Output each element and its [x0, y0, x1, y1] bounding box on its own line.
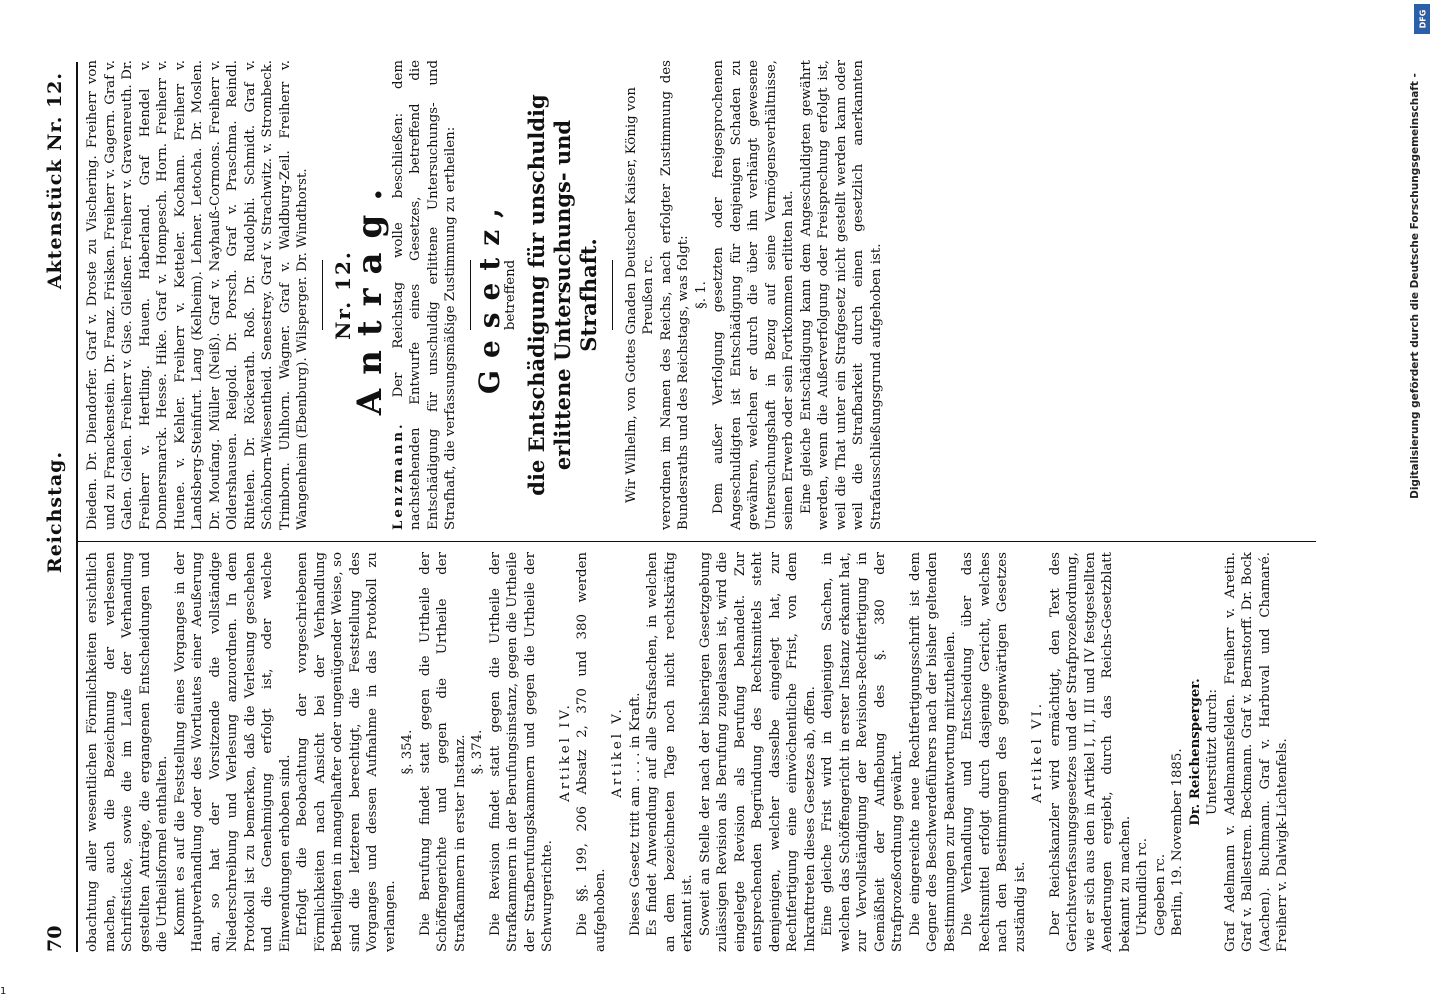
enacting-formula: Wir Wilhelm, von Gottes Gnaden Deutscher Kaiser, König von Preußen rc. [623, 87, 656, 503]
header-rule [76, 62, 78, 952]
section-heading: §. 1. [693, 281, 709, 309]
article-heading: Artikel IV. [557, 702, 573, 802]
supported-label: Unterstützt durch: [1205, 689, 1220, 815]
antrag-title: Antrag. [350, 174, 390, 416]
dfg-logo [1414, 4, 1430, 34]
document-page [26, 0, 1406, 1000]
gesetz-title: Gesetz, [472, 196, 506, 394]
document-number: Nr. 12. [330, 250, 355, 340]
enacting-clause: verordnen im Namen des Reichs, nach erfolgter Zustimmung des Bundesraths und des Reichstags, was folgt: [658, 60, 691, 530]
column-divider [76, 541, 1316, 542]
paragraph: Erfolgt die Beobachtung der vorgeschriebenen Förmlichkeiten nach Ansicht bei der Verhandlung Betheiligten in mangelhafter oder ungenügender Weise, so sind die letzteren berechtigt, die Feststellung des Vorganges und dessen Aufnahme in das Protokoll zu verlangen. [295, 552, 398, 952]
digitization-watermark [1402, 0, 1428, 1000]
dfg-logo-text: DFG [1418, 9, 1428, 29]
gegeben: Gegeben rc. [1152, 853, 1168, 936]
urkundlich: Urkundlich rc. [1135, 837, 1150, 936]
header-document-number: Aktenstück Nr. 12. [44, 72, 66, 290]
edge-mark: 1 [0, 986, 7, 997]
paragraph: Die Revision findet statt gegen die Urtheile der Strafkammern in der Berufungsinstanz, gegen die Urtheile der Strafberufungskammern und gegen die Urtheile der Schwurgerichte. [487, 552, 555, 952]
page-header [44, 72, 74, 952]
gesetz-subject: die Entschädigung für unschuldig erlittene Untersuchungs- und Strafhaft. [523, 94, 601, 496]
paragraph: obachtung aller wesentlichen Förmlichkeiten ersichtlich machen, auch die Bezeichnung der verlesenen Schriftstücke, sowie die im Laufe der Verhandlung gestellten Anträge, die ergangenen Entscheidungen und die Urtheilsformel enthalten. [85, 552, 170, 952]
watermark-text: Digitalisierung gefördert durch die Deutsche Forschungsgemeinschaft - [1409, 73, 1421, 499]
signatory: Dr. Reichensperger. [1187, 678, 1203, 826]
page-number: 70 [44, 925, 66, 952]
supporters-list: Dieden. Dr. Diendorfer. Graf v. Droste zu Vischering. Freiherr von und zu Franckenstein. Dr. Franz. Frisken. Freiherr v. Gagern. Graf v. Galen. Gielen. Freiherr v. Gise. Gleißner. Freiherr v. Gravenreuth. Dr. Freiherr v. Hertling. Hauen. Haberland. Graf Hendel v. Donnersmarck. Hesse. Hike. Graf v. Hompesch. Horn. Freiherr v. Huene. v. Kehler. Freiherr v. Ketteler. Kochann. Freiherr v. Landsberg-Steinfurt. Lang (Kelheim). Lehner. Letocha. Dr. Moslen. Dr. Moufang. Müller (Neiß). Graf v. Nayhauß-Cormons. Freiherr v. Oldershausen. Reigold. Dr. Porsch. Graf v. Praschma. Reindl. Rintelen. Dr. Röckerath. Roß. Dr. Rudolphi. Schmidt. Graf v. Schönborn-Wiesentheid. Senestrey. Graf v. Strachwitz. v. Strombeck. Trimborn. Uhlhorn. Wagner. Graf v. Waldburg-Zeil. Freiherr v. Wangenheim (Ebenburg). Wilsperger. Dr. Windthorst. [85, 60, 310, 530]
section-heading: §. 354. [400, 729, 415, 775]
separator-rule [612, 260, 613, 330]
date-line: Berlin, 19. November 1885. [1170, 748, 1185, 936]
paragraph: Soweit an Stelle der nach der bisherigen Gesetzgebung zulässigen Revision als Berufung zugelassen ist, wird die eingelegte Revision als Berufung behandelt. Zur entsprechenden Begründung des Rechtsmittels steht demjenigen, welcher dasselbe eingelegt hat, zur Rechtfertigung eine einwöchentliche Frist, von dem Inkrafttreten dieses Gesetzes ab, offen. [697, 552, 818, 952]
paragraph: Eine gleiche Frist wird in denjenigen Sachen, in welchen das Schöffengericht in erster Instanz erkannt hat, zur Vervollständigung der Revisions-Rechtfertigung in Gemäßheit der Aufhebung des §. 380 der Strafprozeßordnung gewährt. [820, 552, 905, 952]
paragraph: Die Verhandlung und Entscheidung über das Rechtsmittel erfolgt durch dasjenige Gericht, welches nach den Bestimmungen des gegenwärtigen Gesetzes zuständig ist. [960, 552, 1028, 952]
antrag-text: Der Reichstag wolle beschließen: dem nachstehenden Entwurfe eines Gesetzes, betreffend die Entschädigung für unschuldig erlittene Untersuchungs- und Strafhaft, die verfassungsmäßige Zustimmung zu ertheilen: [390, 60, 458, 530]
paragraph: Es findet Anwendung auf alle Strafsachen, in welchen an dem bezeichneten Tage noch nicht rechtskräftig erkannt ist. [645, 552, 695, 952]
betreffend-label: betreffend [503, 259, 518, 331]
section-heading: §. 374. [470, 729, 485, 775]
separator-rule [322, 260, 323, 330]
paragraph: Die Berufung findet statt gegen die Urtheile der Schöffengerichte und gegen die Urtheile der Strafkammern in erster Instanz. [417, 552, 468, 952]
paragraph: Dem außer Verfolgung gesetzten oder freigesprochenen Angeschuldigten ist Entschädigung für denjenigen Schaden zu gewähren, welchen er durch die über ihn verhängt gewesene Untersuchungshaft in Bezug auf seine Vermögensverhältnisse, seinen Erwerb oder sein Fortkommen erlitten hat. [711, 60, 796, 530]
supporters-list: Graf Adelmann v. Adelmannsfelden. Freiherr v. Aretin. Graf v. Ballestrem. Beckmann. Graf v. Bernstorff. Dr. Bock (Aachen). Buchmann. Graf v. Harbuval und Chamaré. Freiherr v. Dalwigk-Lichtenfels. [1222, 552, 1290, 952]
paragraph: Der Reichskanzler wird ermächtigt, den Text des Gerichtsverfassungsgesetzes und der Strafprozeßordnung, wie er sich aus den in Artikel I, II, III und IV festgestellten Aenderungen ergiebt, durch das Reichs-Gesetzblatt bekannt zu machen. [1047, 552, 1133, 952]
paragraph: Eine gleiche Entschädigung kann dem Angeschuldigten gewährt werden, wenn die Außerverfolgung oder Freisprechung erfolgt ist, weil die That unter ein Strafgesetz nicht gestellt werden kann oder weil die Strafbarkeit durch einen gesetzlich anerkannten Strafausschließungsgrund aufgehoben ist. [798, 60, 884, 530]
paragraph: Die §§. 199, 206 Absatz 2, 370 und 380 werden aufgehoben. [575, 552, 608, 952]
paragraph: Die eingereichte neue Rechtfertigungsschrift ist dem Gegner des Beschwerdeführers nach der bisher geltenden Bestimmungen zur Beantwortung mitzutheilen. [907, 552, 958, 952]
separator-rule [470, 260, 471, 330]
right-column [84, 60, 885, 530]
article-heading: Artikel V. [610, 706, 625, 798]
paragraph: Kommt es auf die Feststellung eines Vorganges in der Hauptverhandlung oder des Wortlautes einer Aeußerung an, so hat der Vorsitzende die vollständige Niederschreibung und Verlesung anzuordnen. In dem Protokoll ist zu bemerken, daß die Verlesung geschehen und die Genehmigung erfolgt ist, oder welche Einwendungen erhoben sind. [172, 552, 293, 952]
header-center: Reichstag. [44, 450, 66, 574]
paragraph: Dieses Gesetz tritt am . . . . in Kraft. [627, 692, 643, 936]
mover-name: Lenzmann. [390, 421, 406, 530]
article-heading: Artikel VI. [1030, 700, 1045, 804]
left-column [84, 552, 1292, 952]
